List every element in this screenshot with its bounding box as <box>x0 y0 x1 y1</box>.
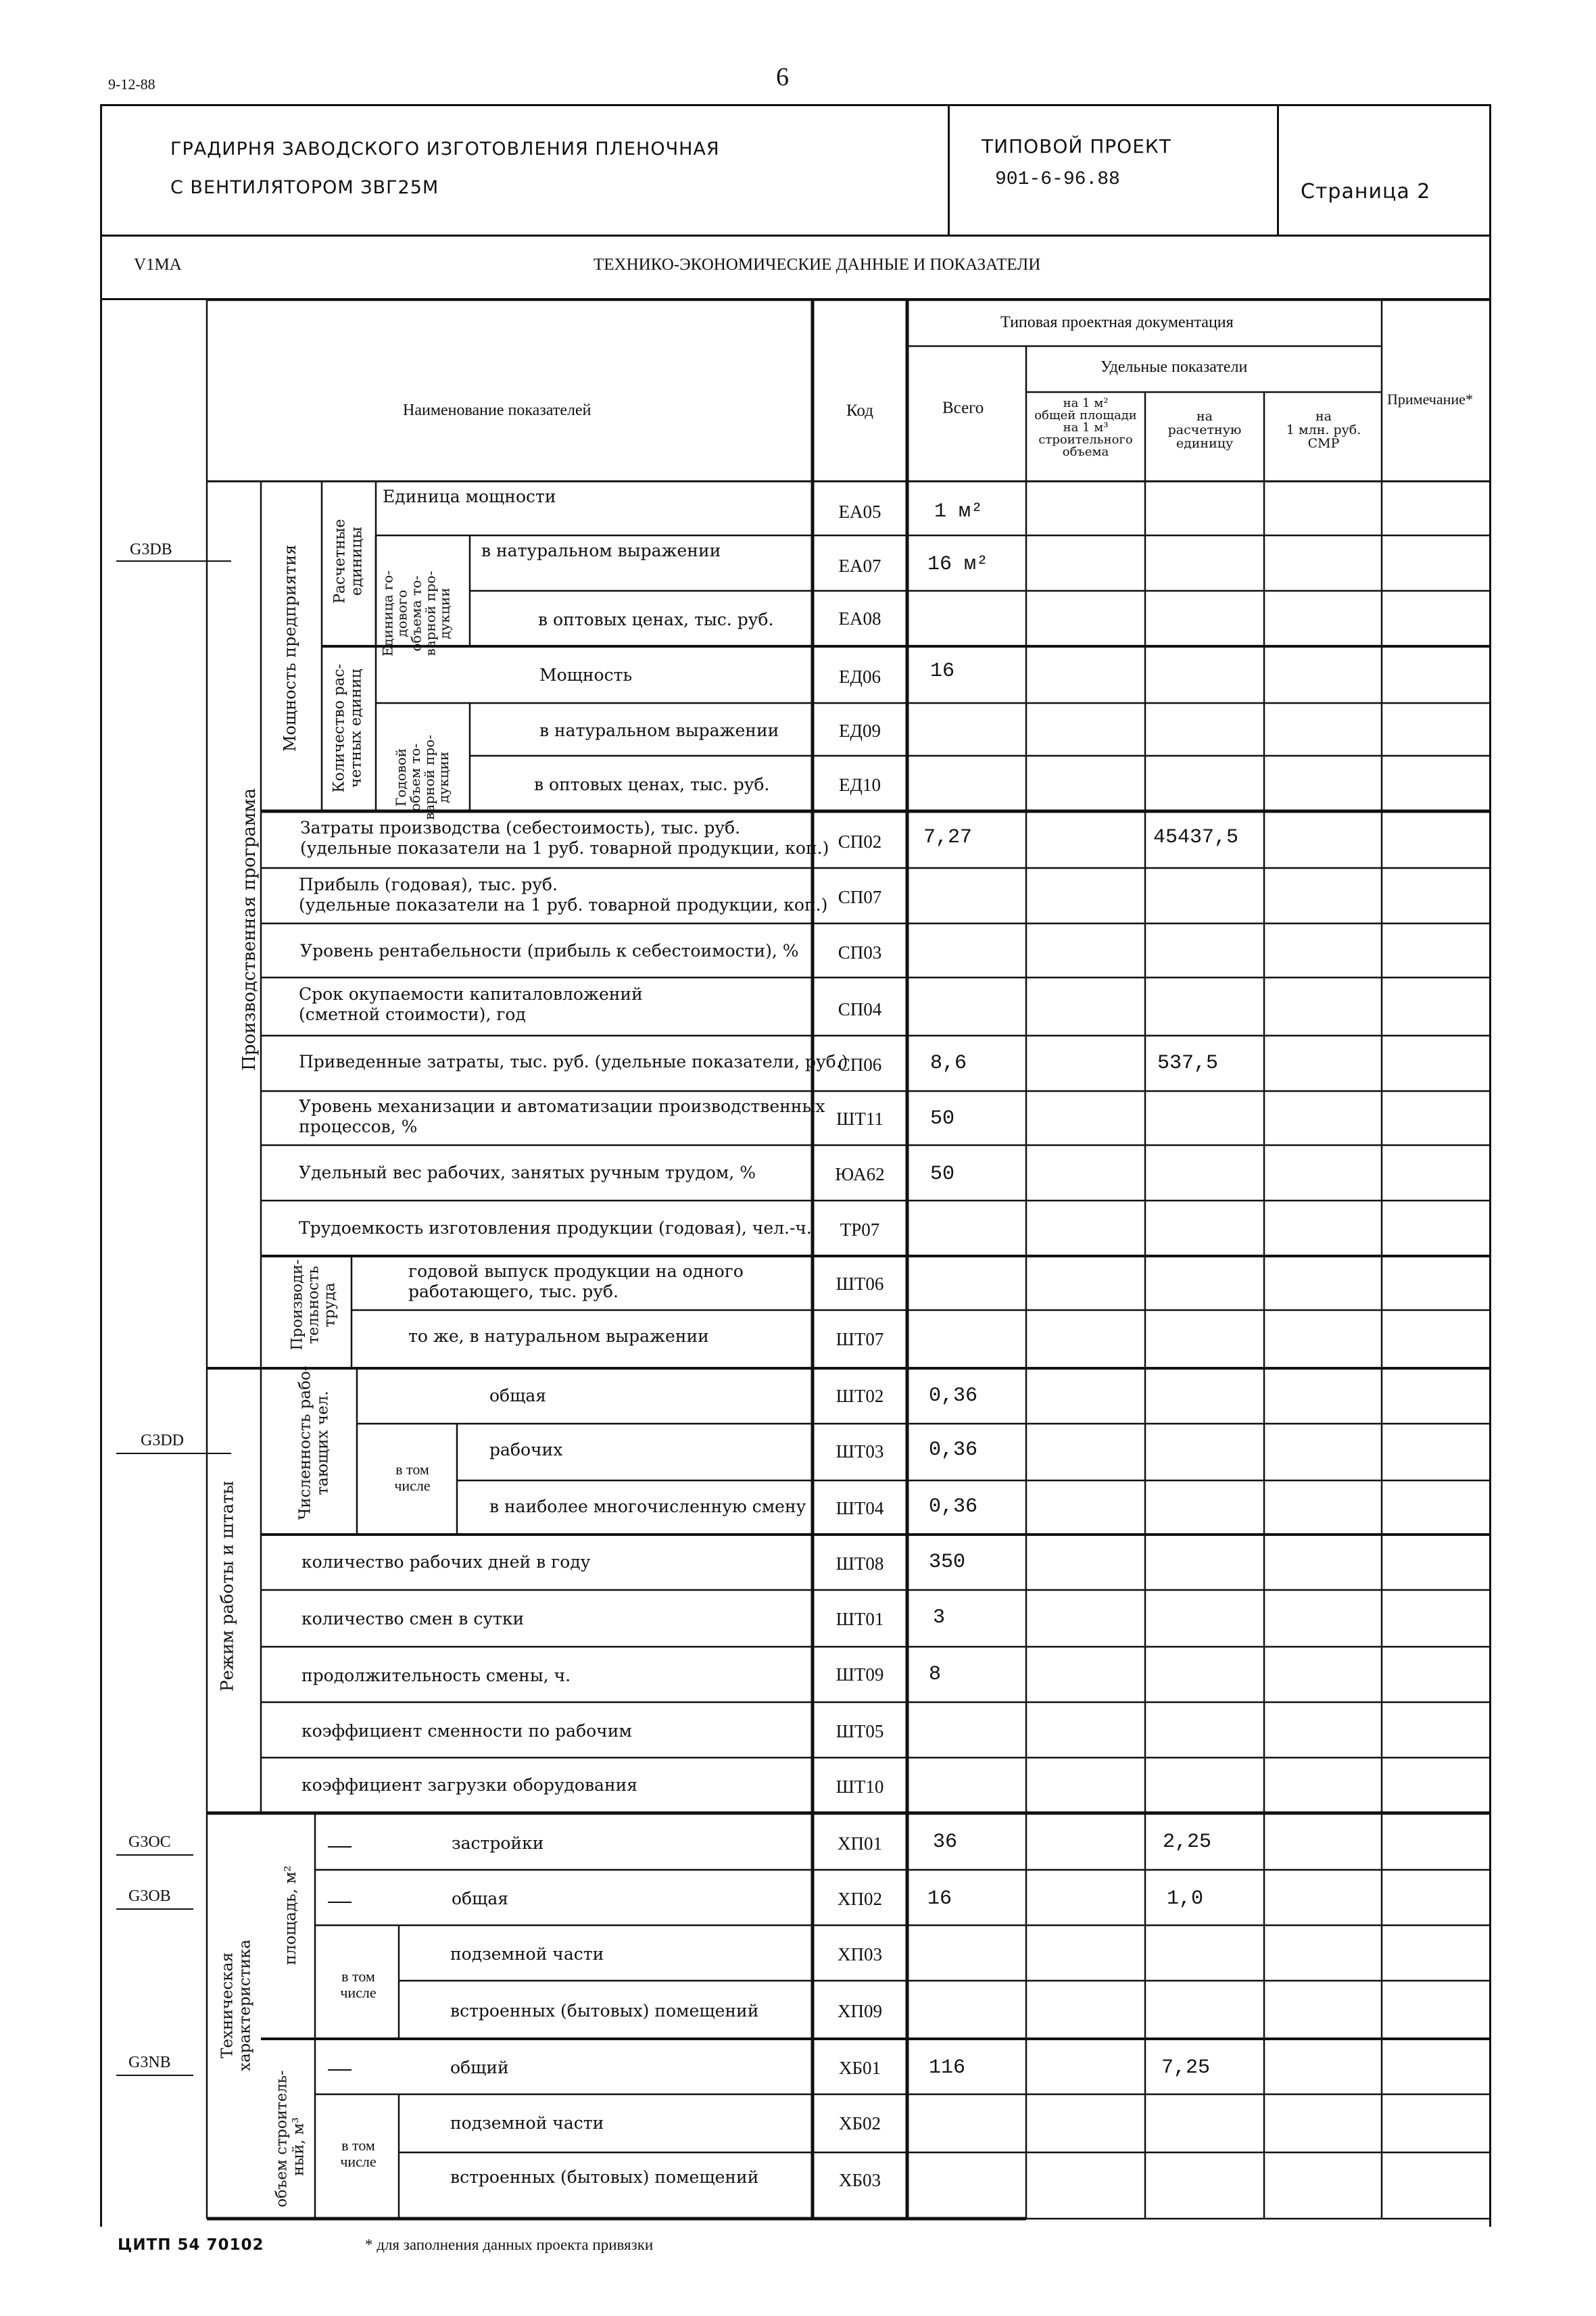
row-label: Приведенные затраты, тыс. руб. (удельные показатели, руб.) <box>299 1052 848 1071</box>
incl-label-workers: в том числе <box>394 1461 431 1495</box>
date-stamp: 9-12-88 <box>108 76 155 93</box>
side-code-g3oc: G3OC <box>128 1833 171 1851</box>
row-code: ШТ06 <box>836 1274 884 1294</box>
row-code: СП03 <box>838 942 882 963</box>
row-code: ХБ01 <box>838 2058 881 2078</box>
row-code: ШТ08 <box>836 1553 884 1574</box>
row-label: встроенных (бытовых) помещений <box>450 2001 759 2021</box>
row-label: коэффициент загрузки оборудования <box>301 1775 638 1795</box>
row-label: продолжительность смены, ч. <box>301 1666 571 1685</box>
row-total: 16 <box>927 1887 952 1910</box>
row-code: ХП09 <box>838 2001 882 2021</box>
col-specific-header: Удельные показатели <box>1101 358 1248 376</box>
footnote: * для заполнения данных проекта привязки <box>365 2236 654 2253</box>
row-label: Удельный вес рабочих, занятых ручным трудом, % <box>299 1163 756 1182</box>
row-label: в натуральном выражении <box>539 721 779 740</box>
row-label: застройки <box>452 1833 544 1853</box>
group-calc-units: Расчетные единицы <box>331 518 366 604</box>
row-label: встроенных (бытовых) помещений <box>450 2167 759 2187</box>
row-code: ХП03 <box>838 1944 882 1964</box>
group-prod-program: Производственная программа <box>239 788 260 1071</box>
row-code: СП02 <box>838 831 882 852</box>
row-label: Уровень рентабельности (прибыль к себестоимости), % <box>300 941 799 961</box>
group-tech: Техническая характеристика <box>218 1939 254 2071</box>
row-label: количество смен в сутки <box>301 1609 525 1629</box>
col-typical-docs-header: Типовая проектная документация <box>1000 314 1234 331</box>
row-per-unit: 1,0 <box>1167 1887 1204 1910</box>
row-label: Единица мощности <box>383 487 556 506</box>
row-label: в наиболее многочисленную смену <box>489 1497 806 1516</box>
row-total: 350 <box>929 1551 966 1574</box>
row-code: ШТ04 <box>836 1498 884 1518</box>
col-per-mln-header: на 1 млн. руб. СМР <box>1286 409 1361 451</box>
row-label: Затраты производства (себестоимость), тыс. руб. (удельные показатели на 1 руб. товарной продукции, коп.) <box>300 818 829 858</box>
row-code: ЕА08 <box>838 608 881 629</box>
row-code: ХБ02 <box>838 2113 881 2133</box>
col-total-header: Всего <box>942 399 984 417</box>
row-code: ЮА62 <box>835 1164 885 1184</box>
row-label: коэффициент сменности по рабочим <box>301 1721 632 1741</box>
group-annual-volume: Единица го- дового объема то- варной про- дукции <box>379 570 453 657</box>
row-code: ШТ05 <box>836 1721 884 1741</box>
row-code: ШТ03 <box>836 1441 884 1462</box>
side-code-g3ob: G3OB <box>128 1887 171 1905</box>
row-total: 0,36 <box>929 1384 978 1407</box>
row-total: 50 <box>930 1107 955 1130</box>
document-title-line2: С ВЕНТИЛЯТОРОМ ЗВГ25М <box>170 177 439 198</box>
project-number: 901-6-96.88 <box>995 169 1120 190</box>
row-label: в оптовых ценах, тыс. руб. <box>538 610 774 629</box>
incl-label-area: в том числе <box>340 1968 377 2002</box>
row-label: в оптовых ценах, тыс. руб. <box>534 775 770 794</box>
row-code: ХБ03 <box>838 2170 881 2190</box>
row-code: ЕА07 <box>838 556 881 576</box>
row-code: ХП01 <box>838 1833 882 1854</box>
group-mode: Режим работы и штаты <box>217 1480 237 1692</box>
row-label: Прибыль (годовая), тыс. руб. (удельные показатели на 1 руб. товарной продукции, коп.) <box>299 875 828 915</box>
group-volume: объем строитель- ный, м³ <box>273 2070 308 2208</box>
row-label: общий <box>450 2058 509 2077</box>
row-total: 36 <box>933 1831 958 1854</box>
row-code: ШТ11 <box>836 1109 884 1129</box>
group-capacity: Мощность предприятия <box>281 544 300 752</box>
row-total: 3 <box>933 1606 946 1629</box>
row-label: Срок окупаемости капиталовложений (сметной стоимости), год <box>299 984 643 1024</box>
row-code: СП06 <box>838 1055 882 1075</box>
row-code: ШТ09 <box>836 1664 884 1685</box>
col-note-header: Примечание* <box>1387 391 1473 408</box>
row-code: ЕД06 <box>839 667 881 687</box>
row-code: ШТ02 <box>836 1386 884 1406</box>
row-label: в натуральном выражении <box>481 541 721 560</box>
row-label: Трудоемкость изготовления продукции (годовая), чел.-ч. <box>299 1218 812 1238</box>
section-title: ТЕХНИКО-ЭКОНОМИЧЕСКИЕ ДАННЫЕ И ПОКАЗАТЕЛИ <box>594 256 1041 274</box>
document-title-line1: ГРАДИРНЯ ЗАВОДСКОГО ИЗГОТОВЛЕНИЯ ПЛЕНОЧНАЯ <box>170 139 720 160</box>
footer-stamp: ЦИТП 54 70102 <box>118 2236 264 2254</box>
row-code: ЕД10 <box>839 775 881 795</box>
row-code: ШТ07 <box>836 1329 884 1349</box>
row-label: Мощность <box>539 665 633 685</box>
row-label: количество рабочих дней в году <box>301 1552 591 1572</box>
side-code-g3db: G3DB <box>130 541 172 558</box>
col-per-unit-header: на расчетную единицу <box>1167 409 1242 451</box>
row-per-unit: 537,5 <box>1157 1052 1219 1075</box>
group-labor-productivity: Производи- тельность труда <box>289 1259 339 1351</box>
section-code: V1MA <box>134 256 182 274</box>
row-per-unit: 7,25 <box>1161 2056 1211 2079</box>
row-code: ШТ01 <box>836 1609 884 1629</box>
side-code-g3dd: G3DD <box>141 1432 184 1449</box>
row-label: то же, в натуральном выражении <box>408 1326 709 1346</box>
row-total: 16 <box>930 660 955 683</box>
row-code: ЕА05 <box>838 502 881 522</box>
row-total: 7,27 <box>923 826 973 849</box>
row-code: СП07 <box>838 887 882 907</box>
col-code-header: Код <box>846 402 873 420</box>
project-label: ТИПОВОЙ ПРОЕКТ <box>982 135 1171 158</box>
row-total: 0,36 <box>929 1439 978 1462</box>
row-label: Уровень механизации и автоматизации производственных процессов, % <box>299 1096 825 1136</box>
row-label: подземной части <box>450 1944 604 1964</box>
row-per-unit: 45437,5 <box>1153 826 1239 849</box>
col-per-m2-header: на 1 м² общей площади на 1 м³ строительного объема <box>1034 396 1137 459</box>
row-total: 116 <box>929 2056 966 2079</box>
row-total: 8 <box>929 1663 942 1686</box>
col-name-header: Наименование показателей <box>403 402 591 419</box>
row-total: 16 м² <box>927 553 989 576</box>
row-label: рабочих <box>489 1440 563 1459</box>
group-workers: Численность рабо- тающих чел. <box>296 1366 332 1520</box>
row-label: общая <box>489 1386 547 1405</box>
group-annual-prod: Годовой объем то- варной про- дукции <box>393 735 452 820</box>
row-total: 0,36 <box>929 1495 978 1518</box>
row-label: годовой выпуск продукции на одного работающего, тыс. руб. <box>408 1261 744 1301</box>
row-code: ШТ10 <box>836 1777 884 1797</box>
page-number: 6 <box>776 63 789 91</box>
incl-label-volume: в том числе <box>340 2137 377 2171</box>
row-code: ХП02 <box>838 1889 882 1909</box>
row-code: ЕД09 <box>839 721 881 741</box>
row-total: 50 <box>930 1163 955 1186</box>
page-label: Страница 2 <box>1301 180 1431 203</box>
side-code-g3nb: G3NB <box>128 2054 171 2071</box>
row-code: ТР07 <box>840 1220 880 1240</box>
row-total: 1 м² <box>934 500 984 523</box>
row-code: СП04 <box>838 999 882 1019</box>
row-total: 8,6 <box>930 1052 967 1075</box>
group-qty-units: Количество рас- четных единиц <box>331 664 365 793</box>
row-per-unit: 2,25 <box>1163 1831 1212 1854</box>
row-label: подземной части <box>450 2113 604 2133</box>
row-label: общая <box>452 1889 509 1908</box>
group-area: площадь, м² <box>281 1865 299 1965</box>
